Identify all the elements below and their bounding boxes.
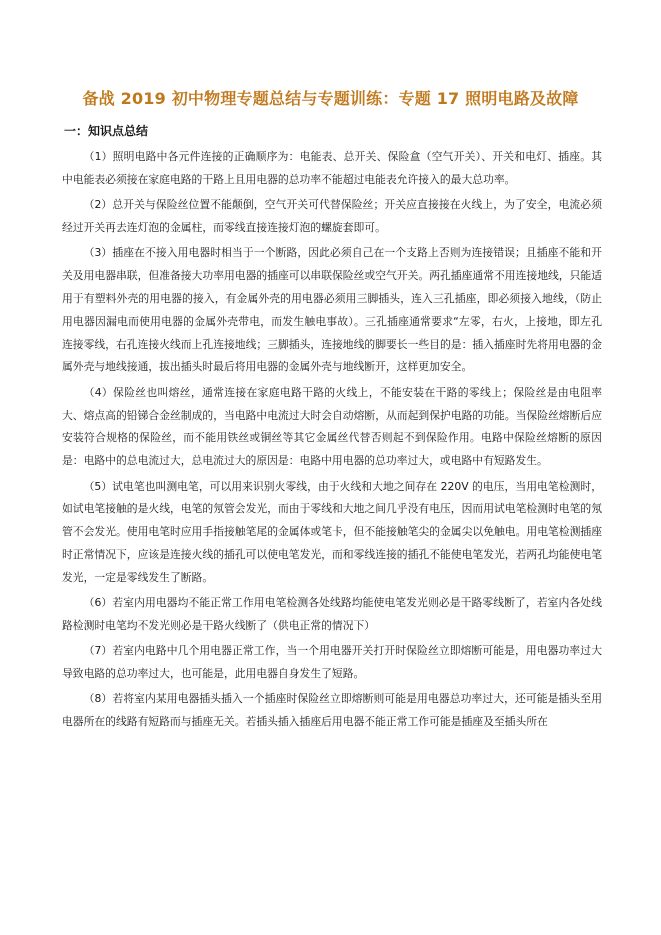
- paragraph-2: （2）总开关与保险丝位置不能颠倒，空气开关可代替保险丝；开关应直接接在火线上，为了安全，电流必须经过开关再去连灯泡的金属柱，而零线直接连接灯泡的螺旋套即可。: [62, 198, 602, 234]
- body-text: [62, 146, 602, 737]
- paragraph-3: （3）插座在不接入用电器时相当于一个断路，因此必须自己在一个支路上否则为连接错误；且插座不能和开关及用电器串联，但准备接大功率用电器的插座可以串联保险丝或空气开关。两孔插座通常不用连接地线，只能适用于有塑料外壳的用电器的接入，有金属外壳的用电器必须用三脚插头，连入三孔插座，即必须接入地线，（防止用电器因漏电而使用电器的金属外壳带电，而发生触电事故）。三孔插座通常要求“左零，右火，上接地，即左孔连接零线，右孔连接火线而上孔连接地线；三脚插头，连接地线的脚要长一些目的是：插入插座时先将用电器的金属外壳与地线接通，拔出插头时最后将用电器的金属外壳与地线断开，这样更加安全。: [62, 246, 602, 374]
- paragraph-1: （1）照明电路中各元件连接的正确顺序为：电能表、总开关、保险盒（空气开关）、开关和电灯、插座。其中电能表必须接在家庭电路的干路上且用电器的总功率不能超过电能表允许接入的最大总功率。: [62, 150, 602, 186]
- paragraph-6: （6）若室内用电器均不能正常工作用电笔检测各处线路均能使电笔发光则必是干路零线断了，若室内各处线路检测时电笔均不发光则必是干路火线断了（供电正常的情况下）: [62, 596, 602, 632]
- paragraph-5: （5）试电笔也叫测电笔，可以用来识别火零线，由于火线和大地之间存在 220V 的电压，当用电笔检测时，如试电笔接触的是火线，电笔的氖管会发光，而由于零线和大地之间几乎没有电压，因而用试电笔检测时电笔的氖管不会发光。使用电笔时应用手指接触笔尾的金属体或笔卡，但不能接触笔尖的金属尖以免触电。用电笔检测插座时正常情况下，应该是连接火线的插孔可以使电笔发光，而和零线连接的插孔不能使电笔发光，若两孔均能使电笔发光，一定是零线发生了断路。: [62, 479, 602, 584]
- section-heading: 一：知识点总结: [64, 124, 149, 138]
- paragraph-7: （7）若室内电路中几个用电器正常工作，当一个用电器开关打开时保险丝立即熔断可能是，用电器功率过大导致电路的总功率过大，也可能是，此用电器自身发生了短路。: [62, 644, 602, 681]
- document-title: 备战 2019 初中物理专题总结与专题训练：专题 17 照明电路及故障: [82, 89, 579, 108]
- paragraph-4: （4）保险丝也叫熔丝，通常连接在家庭电路干路的火线上，不能安装在干路的零线上；保险丝是由电阻率大、熔点高的铅锑合金丝制成的，当电路中电流过大时会自动熔断，从而起到保护电路的功能。当保险丝熔断后应安装符合规格的保险丝，而不能用铁丝或铜丝等其它金属丝代替否则起不到保险作用。电路中保险丝熔断的原因是：电路中的总电流过大，总电流过大的原因是：电路中用电器的总功率过大，或电路中有短路发生。: [62, 385, 602, 468]
- paragraph-8: （8）若将室内某用电器插头插入一个插座时保险丝立即熔断则可能是用电器总功率过大，还可能是插头至用电器所在的线路有短路而与插座无关。若插头插入插座后用电器不能正常工作可能是插座及至插头所在: [62, 692, 602, 729]
